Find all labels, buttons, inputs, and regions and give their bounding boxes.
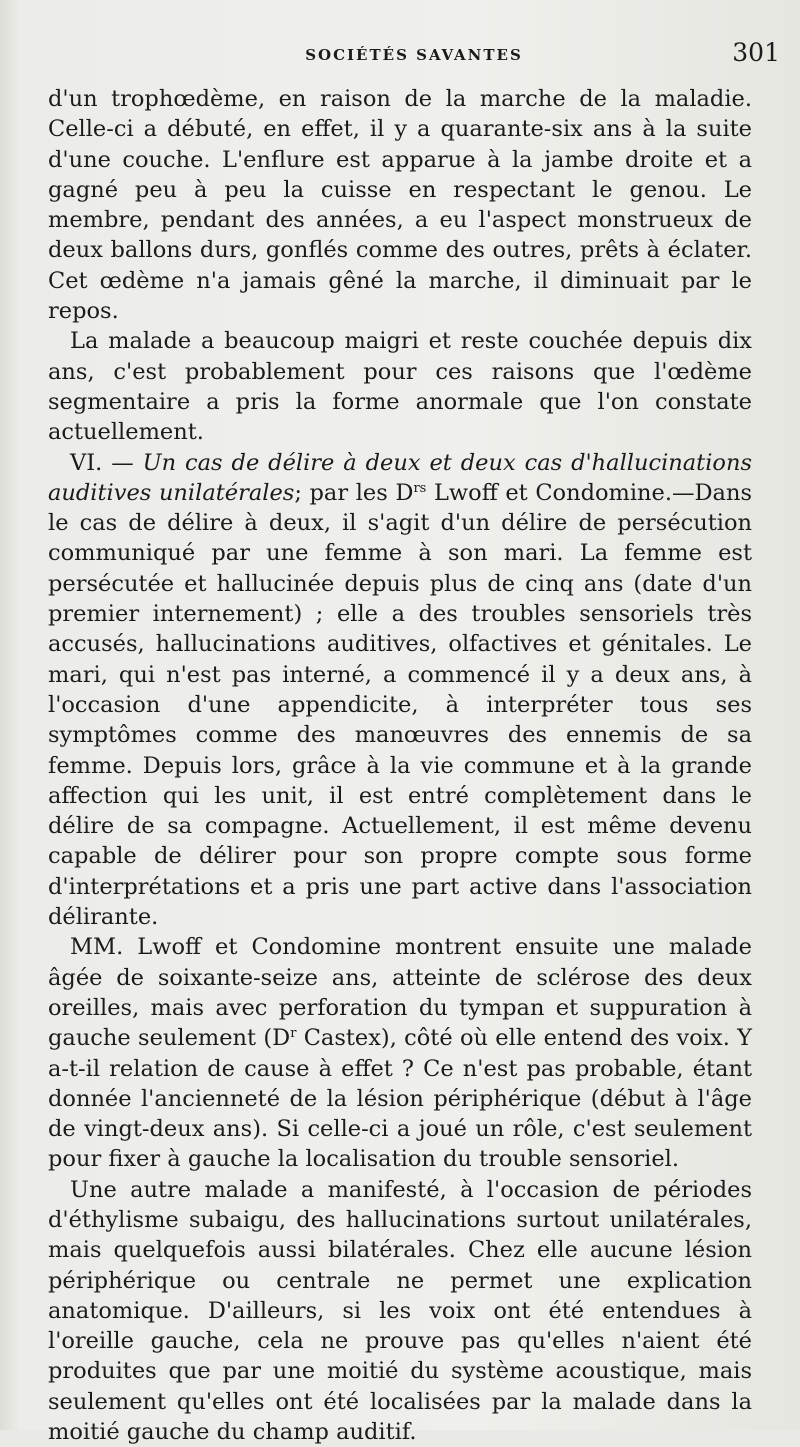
authors-prefix: ; par les D <box>294 479 414 506</box>
paragraph-5: Une autre malade a manifesté, à l'occasion de périodes d'éthylisme subaigu, des hallucinations surtout unilatérales, mais quelquefois aussi bilatérales. Chez elle aucune lésion périphérique ou centrale ne permet une explication anatomique. D'ailleurs, si les voix ont été entendues à l'oreille gauche, cela ne prouve pas qu'elles n'aient été produites que par une moitié du système acoustique, mais seulement qu'elles ont été localisées par la malade dans la moitié gauche du champ auditif. <box>48 1176 752 1446</box>
page-header <box>48 38 780 74</box>
paragraph-2: La malade a beaucoup maigri et reste couchée depuis dix ans, c'est probablement pour ces raisons que l'œdème segmentaire a pris la forme anormale que l'on constate actuellement. <box>48 328 752 446</box>
doctor-superscript: r <box>290 1026 297 1042</box>
authors-superscript: rs <box>413 480 427 496</box>
running-head: SOCIÉTÉS SAVANTES <box>305 46 523 64</box>
paragraph-1: d'un trophœdème, en raison de la marche de la maladie. Celle-ci a débuté, en effet, il y a quarante-six ans à la suite d'une couche. L'enflure est apparue à la jambe droite et a gagné peu à peu la cuisse en respectant le genou. Le membre, pendant des années, a eu l'aspect monstrueux de deux ballons durs, gonflés comme des outres, prêts à éclater. Cet œdème n'a jamais gêné la marche, il diminuait par le repos. <box>48 86 752 325</box>
paragraph-3-text: Lwoff et Condomine.—Dans le cas de délire à deux, il s'agit d'un délire de persécution communiqué par une femme à son mari. La femme est persécutée et hallucinée depuis plus de cinq ans (date d'un premier internement) ; elle a des troubles sensoriels très accusés, hallucinations auditives, olfactives et génitales. Le mari, qui n'est pas interné, a commencé il y a deux ans, à l'occasion d'une appendicite, à interpréter tous ses symptômes comme des manœuvres des ennemis de sa femme. Depuis lors, grâce à la vie commune et à la grande affection qui les unit, il est entré complètement dans le délire de sa compagne. Actuellement, il est même devenu capable de délirer pour son propre compte sous forme d'interprétations et a pris une part active dans l'association délirante. <box>48 479 753 931</box>
paragraph-4-text-a: MM. Lwoff et Condomine montrent ensuite une malade âgée de soixante-seize ans, atteinte de sclérose des deux oreilles, mais avec perforation du tympan et suppuration à gauche seulement (D <box>48 934 752 1052</box>
section-number: VI. — <box>70 449 143 476</box>
paragraph-4-text-b: Castex), côté où elle entend des voix. Y a-t-il relation de cause à effet ? Ce n'est pas probable, étant donnée l'ancienneté de la lésion périphérique (début à l'âge de vingt-deux ans). Si celle-ci a joué un rôle, c'est seulement pour fixer à gauche la localisation du trouble sensoriel. <box>48 1025 752 1173</box>
paragraph-3 <box>48 448 752 933</box>
body-text <box>48 84 752 1447</box>
section-title: Un cas de délire à deux et deux cas d'hallucinations auditives unilatérales <box>48 449 752 506</box>
page-number: 301 <box>732 38 780 67</box>
paragraph-4 <box>48 932 752 1174</box>
